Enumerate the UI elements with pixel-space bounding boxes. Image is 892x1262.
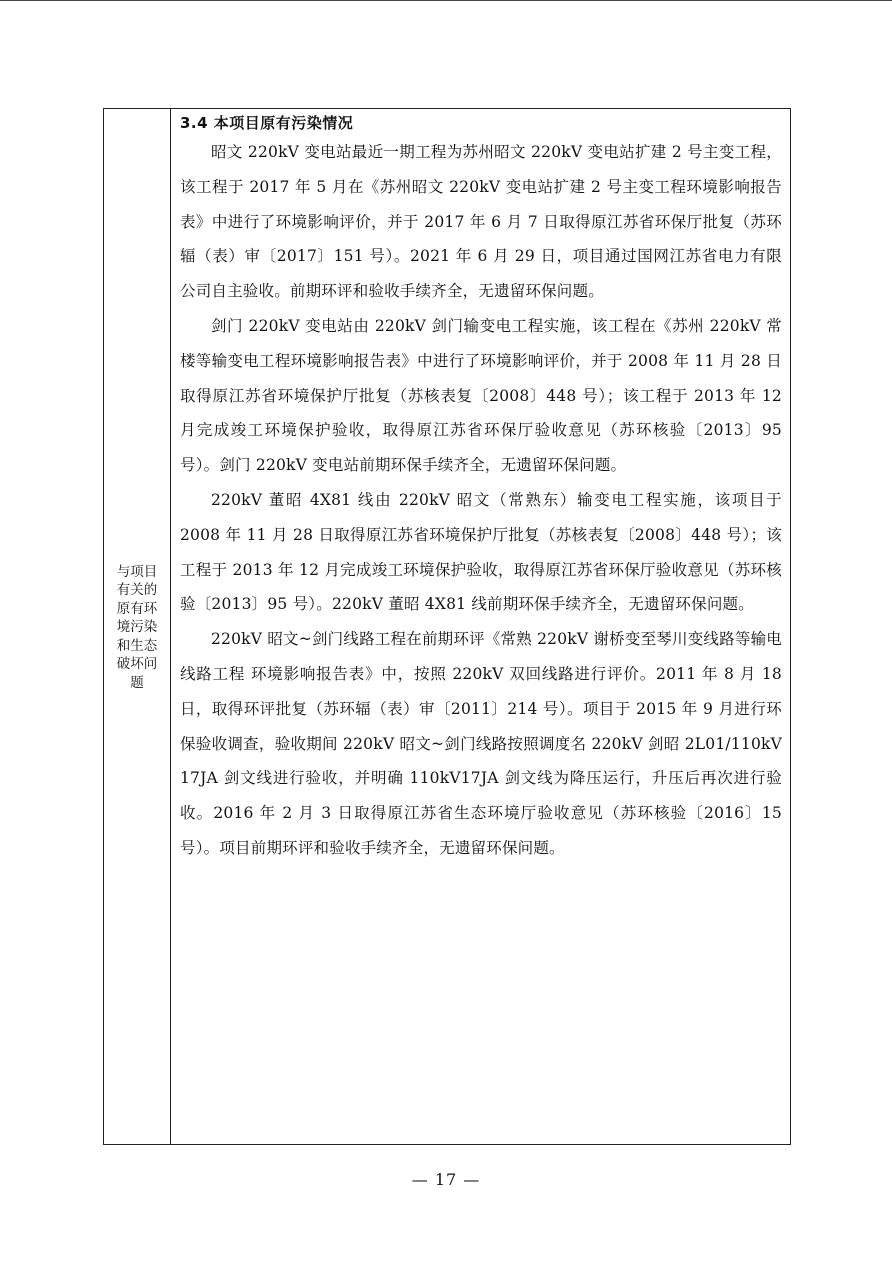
content-cell: [171, 109, 790, 1144]
paragraph-zhaowen-substation: 昭文 220kV 变电站最近一期工程为苏州昭文 220kV 变电站扩建 2 号主变工程，该工程于 2017 年 5 月在《苏州昭文 220kV 变电站扩建 2 号主变工程环境影响报告表》中进行了环境影响评价，并于 2017 年 6 月 7 日取得原江苏省环保厅批复（苏环辐（表）审〔2017〕151 号）。2021 年 6 月 29 日，项目通过国网江苏省电力有限公司自主验收。前期环评和验收手续齐全，无遗留环保问题。: [180, 143, 782, 301]
row-header-label: 与项目有关的原有环境污染和生态破坏问题: [116, 563, 158, 691]
paragraph-jianmen-substation: 剑门 220kV 变电站由 220kV 剑门输变电工程实施，该工程在《苏州 220kV 常楼等输变电工程环境影响报告表》中进行了环境影响评价，并于 2008 年 11 月 28 日取得原江苏省环境保护厅批复（苏核表复〔2008〕448 号）；该工程于 2013 年 12 月完成竣工环境保护验收，取得原江苏省环保厅验收意见（苏环核验〔2013〕95 号）。剑门 220kV 变电站前期环保手续齐全，无遗留环保问题。: [180, 316, 782, 475]
top-rule: [0, 0, 892, 1]
paragraph-dongzhao-line: 220kV 董昭 4X81 线由 220kV 昭文（常熟东）输变电工程实施，该项目于 2008 年 11 月 28 日取得原江苏省环境保护厅批复（苏核表复〔2008〕448 号）；该工程于 2013 年 12 月完成竣工环境保护验收，取得原江苏省环保厅验收意见（苏环核验〔2013〕95 号）。220kV 董昭 4X81 线前期环保手续齐全，无遗留环保问题。: [180, 490, 782, 614]
form-table: [103, 108, 791, 1145]
section-title: 3.4 本项目原有污染情况: [180, 114, 354, 132]
page-number: — 17 —: [411, 1170, 481, 1189]
paragraph-zhaowen-jianmen-line: 220kV 昭文~剑门线路工程在前期环评《常熟 220kV 谢桥变至琴川变线路等输电线路工程 环境影响报告表》中，按照 220kV 双回线路进行评价。2011 年 8 月 18 日，取得环评批复（苏环辐（表）审〔2011〕214 号）。项目于 2015 年 9 月进行环保验收调查，验收期间 220kV 昭文~剑门线路按照调度名 220kV 剑昭 2L01/110kV 17JA 剑文线进行验收，并明确 110kV17JA 剑文线为降压运行，升压后再次进行验收。2016 年 2 月 3 日取得原江苏省生态环境厅验收意见（苏环核验〔2016〕15 号）。项目前期环评和验收手续齐全，无遗留环保问题。: [180, 630, 782, 857]
row-header-cell: [104, 109, 171, 1144]
